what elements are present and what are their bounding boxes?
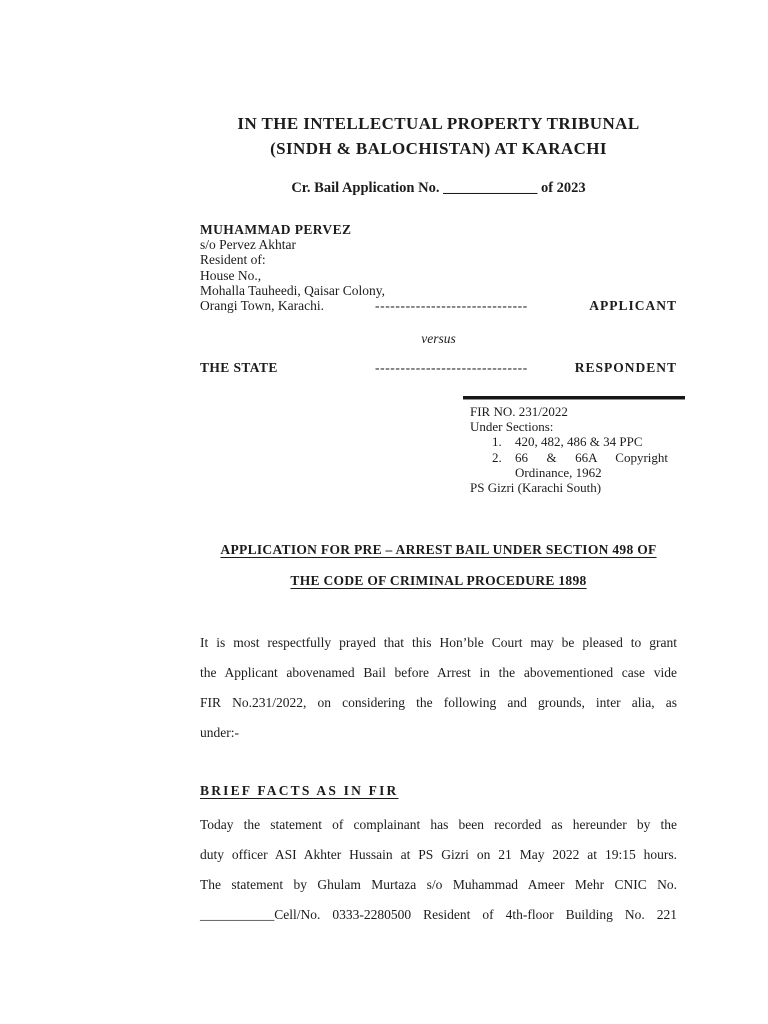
prayer-paragraph-line: It is most respectfully prayed that this Hon’ble Court may be pleased to grant	[200, 635, 677, 650]
prayer-paragraph-line: FIR No.231/2022, on considering the following and grounds, inter alia, as	[200, 695, 677, 710]
respondent-row	[200, 360, 677, 375]
prayer-paragraph-line: the Applicant abovenamed Bail before Arrest in the abovementioned case vide	[200, 665, 677, 680]
brief-facts-line: Today the statement of complainant has been recorded as hereunder by the	[200, 817, 677, 832]
brief-facts-heading: BRIEF FACTS AS IN FIR	[200, 783, 399, 798]
fir-number: FIR NO. 231/2022	[470, 404, 568, 419]
court-title-line2: (SINDH & BALOCHISTAN) AT KARACHI	[270, 139, 607, 158]
fir-under-sections-label: Under Sections:	[470, 419, 554, 435]
applicant-last-row	[200, 298, 677, 313]
applicant-label: APPLICANT	[589, 298, 677, 314]
applicant-detail-line: Resident of:	[200, 252, 266, 268]
application-heading-line1: APPLICATION FOR PRE – ARREST BAIL UNDER SECTION 498 OF	[220, 542, 657, 557]
prayer-paragraph-line: under:-	[200, 725, 239, 740]
fir-section-text-wrap: Ordinance, 1962	[515, 464, 602, 480]
fir-police-station: PS Gizri (Karachi South)	[470, 480, 602, 496]
applicant-name: MUHAMMAD PERVEZ	[200, 222, 352, 237]
applicant-detail-line: House No.,	[200, 267, 262, 283]
fir-section-item	[470, 434, 668, 449]
applicant-block	[200, 222, 677, 313]
brief-facts-line: The statement by Ghulam Murtaza s/o Muhammad Ameer Mehr CNIC No.	[200, 877, 677, 892]
respondent-name: THE STATE	[200, 360, 278, 375]
versus-text: versus	[421, 331, 456, 346]
application-heading-line2: THE CODE OF CRIMINAL PROCEDURE 1898	[290, 573, 587, 588]
fir-section-text: 66 & 66A Copyright	[515, 449, 668, 465]
fir-details-box	[463, 396, 685, 495]
case-number-line: Cr. Bail Application No. _____________ of 2023	[291, 180, 586, 196]
applicant-detail-line: Orangi Town, Karachi.	[200, 298, 325, 314]
brief-facts-line: ___________Cell/No. 0333-2280500 Resident of 4th-floor Building No. 221	[200, 907, 677, 922]
brief-facts-paragraph	[200, 810, 677, 930]
fir-section-number: 1.	[492, 434, 502, 450]
applicant-detail-line: Mohalla Tauheedi, Qaisar Colony,	[200, 282, 386, 298]
applicant-detail-line: s/o Pervez Akhtar	[200, 237, 296, 253]
fir-text-block	[470, 404, 668, 495]
fir-box-top-rule	[463, 396, 685, 400]
applicant-separator-dashes: ------------------------------	[375, 298, 528, 314]
respondent-separator-dashes: ------------------------------	[375, 360, 528, 375]
fir-section-number: 2.	[492, 449, 502, 465]
prayer-paragraph	[200, 628, 677, 748]
court-title-line1: IN THE INTELLECTUAL PROPERTY TRIBUNAL	[237, 114, 640, 133]
fir-section-item	[470, 450, 668, 480]
fir-section-text: 420, 482, 486 & 34 PPC	[515, 434, 643, 450]
respondent-label: RESPONDENT	[574, 360, 677, 375]
brief-facts-line: duty officer ASI Akhter Hussain at PS Gizri on 21 May 2022 at 19:15 hours.	[200, 847, 677, 862]
